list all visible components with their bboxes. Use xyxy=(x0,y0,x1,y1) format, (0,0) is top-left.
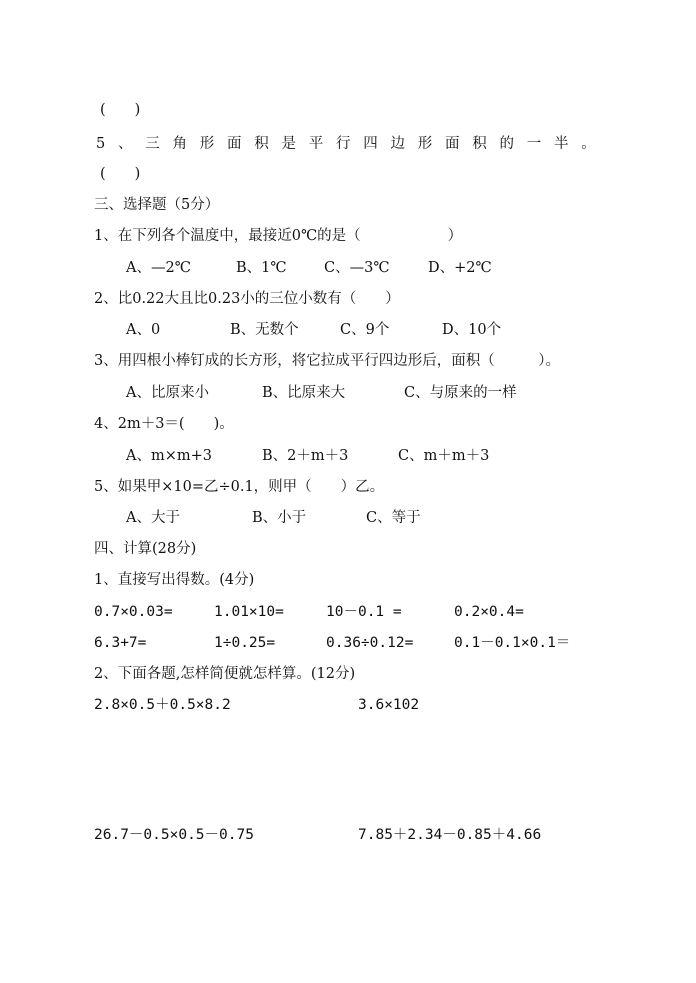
answer-paren-1: ( ) xyxy=(100,102,141,118)
q5-char: 5 xyxy=(96,136,106,152)
calc-part-2-title: 2、下面各题,怎样简便就怎样算。(12分) xyxy=(94,666,356,682)
section-4-title: 四、计算(28分) xyxy=(94,541,197,557)
c4-option-b: B、2＋m＋3 xyxy=(262,448,349,464)
c1-option-d: D、+2℃ xyxy=(428,260,492,276)
simplify-calc-2: 3.6×102 xyxy=(358,697,420,713)
c5-option-c: C、等于 xyxy=(366,510,421,526)
c2-option-d: D、10个 xyxy=(442,322,502,338)
oral-calc-8: 0.1－0.1×0.1＝ xyxy=(454,635,571,651)
c5-option-a: A、大于 xyxy=(126,510,180,526)
q5-char: 一 xyxy=(526,136,542,152)
c4-option-c: C、m＋m＋3 xyxy=(398,448,490,464)
q5-char: 积 xyxy=(472,136,487,152)
simplify-calc-1: 2.8×0.5＋0.5×8.2 xyxy=(94,697,231,713)
q5-char: 形 xyxy=(199,136,215,152)
calc-part-1-title: 1、直接写出得数。(4分) xyxy=(94,572,255,588)
q5-char: 的 xyxy=(499,136,514,152)
c1-option-b: B、1℃ xyxy=(236,260,287,276)
q5-char: 面 xyxy=(226,136,242,152)
c2-option-a: A、0 xyxy=(126,322,161,338)
choice-question-5: 5、如果甲×10=乙÷0.1，则甲（ ）乙。 xyxy=(94,479,385,495)
choice-question-2: 2、比0.22大且比0.23小的三位小数有（ ） xyxy=(94,291,400,307)
oral-calc-5: 6.3+7= xyxy=(94,635,147,651)
q5-char: 半 xyxy=(553,136,569,152)
judgement-question-5 xyxy=(96,134,596,154)
oral-calc-6: 1÷0.25= xyxy=(214,635,276,651)
c2-option-b: B、无数个 xyxy=(230,322,299,338)
q5-char: 面 xyxy=(444,136,460,152)
q5-char: 行 xyxy=(335,136,351,152)
oral-calc-7: 0.36÷0.12= xyxy=(326,635,414,651)
oral-calc-2: 1.01×10= xyxy=(214,604,284,620)
choice-question-3: 3、用四根小棒钉成的长方形，将它拉成平行四边形后，面积（ ）。 xyxy=(94,353,560,369)
oral-calc-1: 0.7×0.03= xyxy=(94,604,173,620)
c4-option-a: A、m×m+3 xyxy=(126,448,212,464)
q5-char: 角 xyxy=(172,136,187,152)
answer-paren-2: ( ) xyxy=(100,166,141,182)
simplify-calc-4: 7.85＋2.34－0.85＋4.66 xyxy=(358,827,542,843)
q5-char: 。 xyxy=(581,136,596,152)
q5-char: 平 xyxy=(308,136,324,152)
simplify-calc-3: 26.7－0.5×0.5－0.75 xyxy=(94,827,254,843)
c3-option-a: A、比原来小 xyxy=(126,385,209,401)
c1-option-c: C、—3℃ xyxy=(324,260,390,276)
section-3-title: 三、选择题（5分） xyxy=(94,197,220,213)
q5-char: 形 xyxy=(417,136,433,152)
q5-char: 、 xyxy=(117,136,133,152)
q5-char: 积 xyxy=(254,136,269,152)
q5-char: 是 xyxy=(281,136,296,152)
c3-option-b: B、比原来大 xyxy=(262,385,346,401)
c5-option-b: B、小于 xyxy=(252,510,307,526)
choice-question-1: 1、在下列各个温度中，最接近0℃的是（ ） xyxy=(94,228,463,244)
oral-calc-3: 10－0.1 = xyxy=(326,604,402,620)
choice-question-4: 4、2m＋3＝( )。 xyxy=(94,416,234,432)
oral-calc-4: 0.2×0.4= xyxy=(454,604,524,620)
q5-char: 边 xyxy=(390,136,405,152)
c1-option-a: A、—2℃ xyxy=(126,260,191,276)
q5-char: 三 xyxy=(145,136,160,152)
c3-option-c: C、与原来的一样 xyxy=(404,385,517,401)
c2-option-c: C、9个 xyxy=(340,322,390,338)
q5-char: 四 xyxy=(363,136,378,152)
